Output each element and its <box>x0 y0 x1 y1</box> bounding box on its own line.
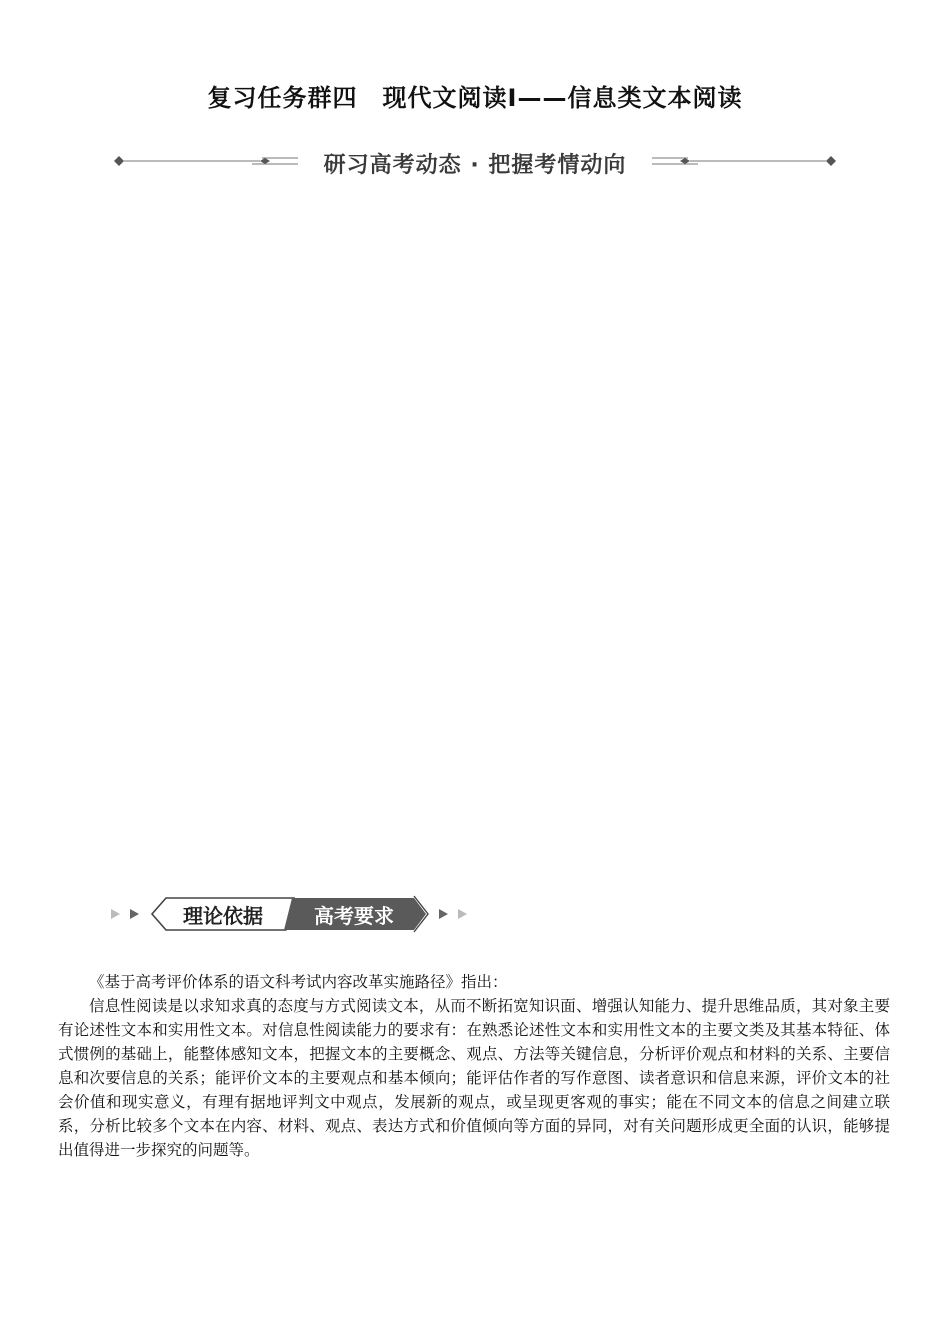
content-body <box>58 970 890 1162</box>
tab-ornament <box>108 893 472 935</box>
body-paragraph: 信息性阅读是以求知求真的态度与方式阅读文本，从而不断拓宽知识面、增强认知能力、提升思维品质，其对象主要有论述性文本和实用性文本。对信息性阅读能力的要求有：在熟悉论述性文本和实用性文本的主要文类及其基本特征、体式惯例的基础上，能整体感知文本，把握文本的主要概念、观点、方法等关键信息，分析评价观点和材料的关系、主要信息和次要信息的关系；能评价文本的主要观点和基本倾向；能评估作者的写作意图、读者意识和信息来源，评价文本的社会价值和现实意义，有理有据地评判文中观点，发展新的观点，或呈现更客观的事实；能在不同文本的信息之间建立联系，分析比较多个文本在内容、材料、观点、表达方式和价值倾向等方面的异同，对有关问题形成更全面的认识，能够提出值得进一步探究的问题等。 <box>58 997 890 1159</box>
intro-line: 《基于高考评价体系的语文科考试内容改革实施路径》指出： <box>89 973 508 991</box>
page-title: 复习任务群四 现代文阅读Ⅰ——信息类文本阅读 <box>207 84 743 112</box>
banner-title: 研习高考动态 · 把握考情动向 <box>323 153 627 178</box>
tab-exam-requirements[interactable]: 高考要求 <box>314 904 394 928</box>
section-tabbar <box>108 893 472 935</box>
section-banner <box>112 145 838 181</box>
tab-theory-basis[interactable]: 理论依据 <box>183 904 263 928</box>
